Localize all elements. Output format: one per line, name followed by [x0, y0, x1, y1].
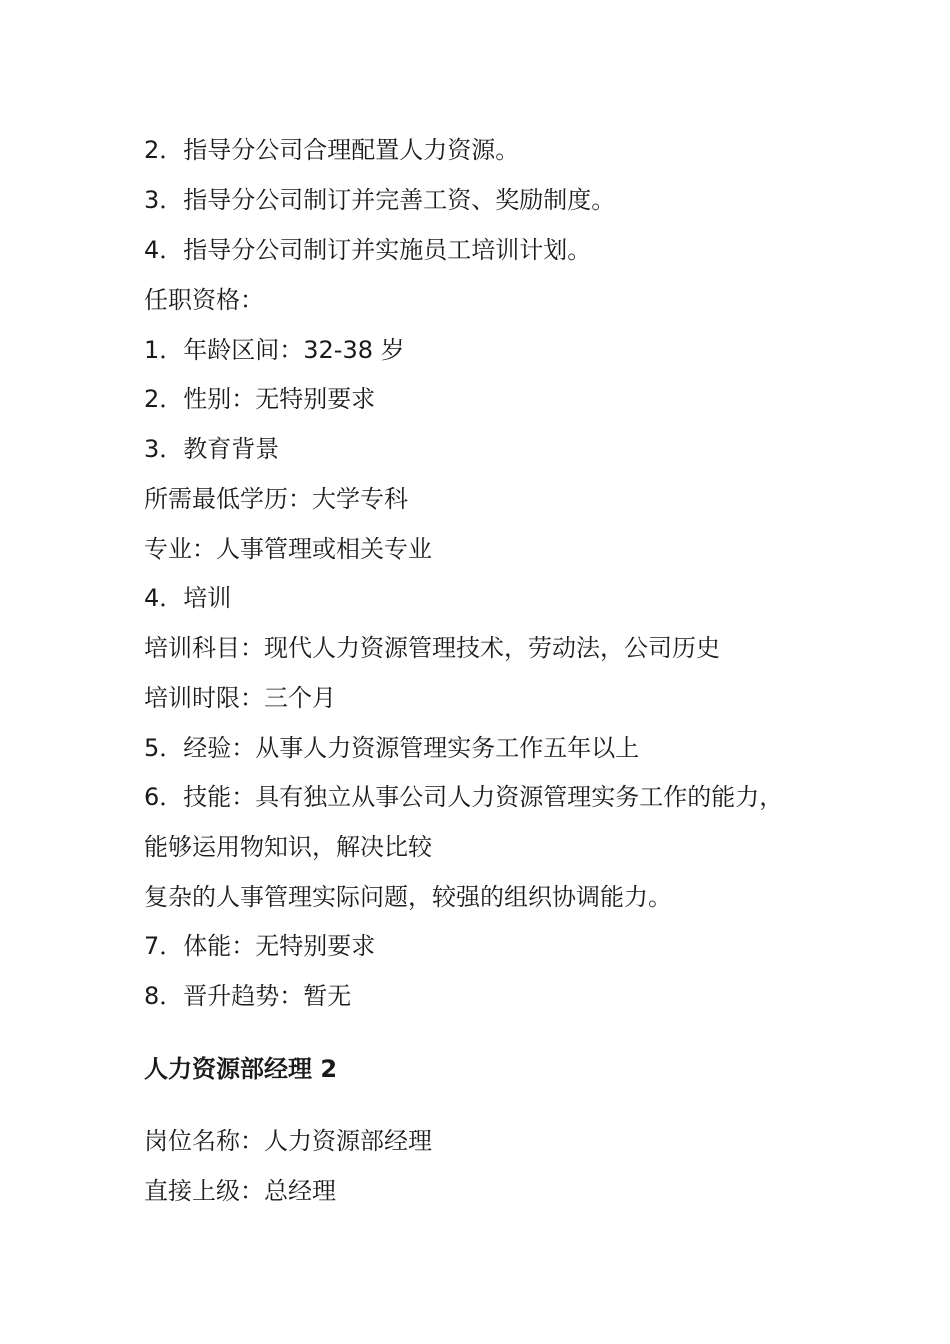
text-line: 岗位名称：人力资源部经理 [144, 1127, 432, 1155]
text-line: 2．指导分公司合理配置人力资源。 [144, 136, 520, 164]
text-line: 2．性别：无特别要求 [144, 385, 376, 413]
section-heading: 人力资源部经理 2 [144, 1055, 338, 1083]
text-line: 培训时限：三个月 [144, 684, 336, 712]
text-line: 任职资格： [144, 286, 264, 314]
text-line: 所需最低学历：大学专科 [144, 485, 408, 513]
text-line: 7．体能：无特别要求 [144, 932, 376, 960]
text-line: 直接上级：总经理 [144, 1177, 336, 1205]
text-line: 复杂的人事管理实际问题，较强的组织协调能力。 [144, 883, 672, 911]
text-line: 4．指导分公司制订并实施员工培训计划。 [144, 236, 592, 264]
text-line: 8．晋升趋势：暂无 [144, 982, 352, 1010]
text-line: 4．培训 [144, 584, 232, 612]
text-line: 6．技能：具有独立从事公司人力资源管理实务工作的能力， [144, 783, 784, 811]
text-line: 能够运用物知识，解决比较 [144, 833, 432, 861]
text-line: 1．年龄区间：32-38 岁 [144, 336, 405, 364]
text-line: 3．指导分公司制订并完善工资、奖励制度。 [144, 186, 616, 214]
text-line: 5．经验：从事人力资源管理实务工作五年以上 [144, 734, 640, 762]
text-line: 3．教育背景 [144, 435, 280, 463]
text-line: 专业：人事管理或相关专业 [144, 535, 432, 563]
text-line: 培训科目：现代人力资源管理技术，劳动法，公司历史 [144, 634, 720, 662]
